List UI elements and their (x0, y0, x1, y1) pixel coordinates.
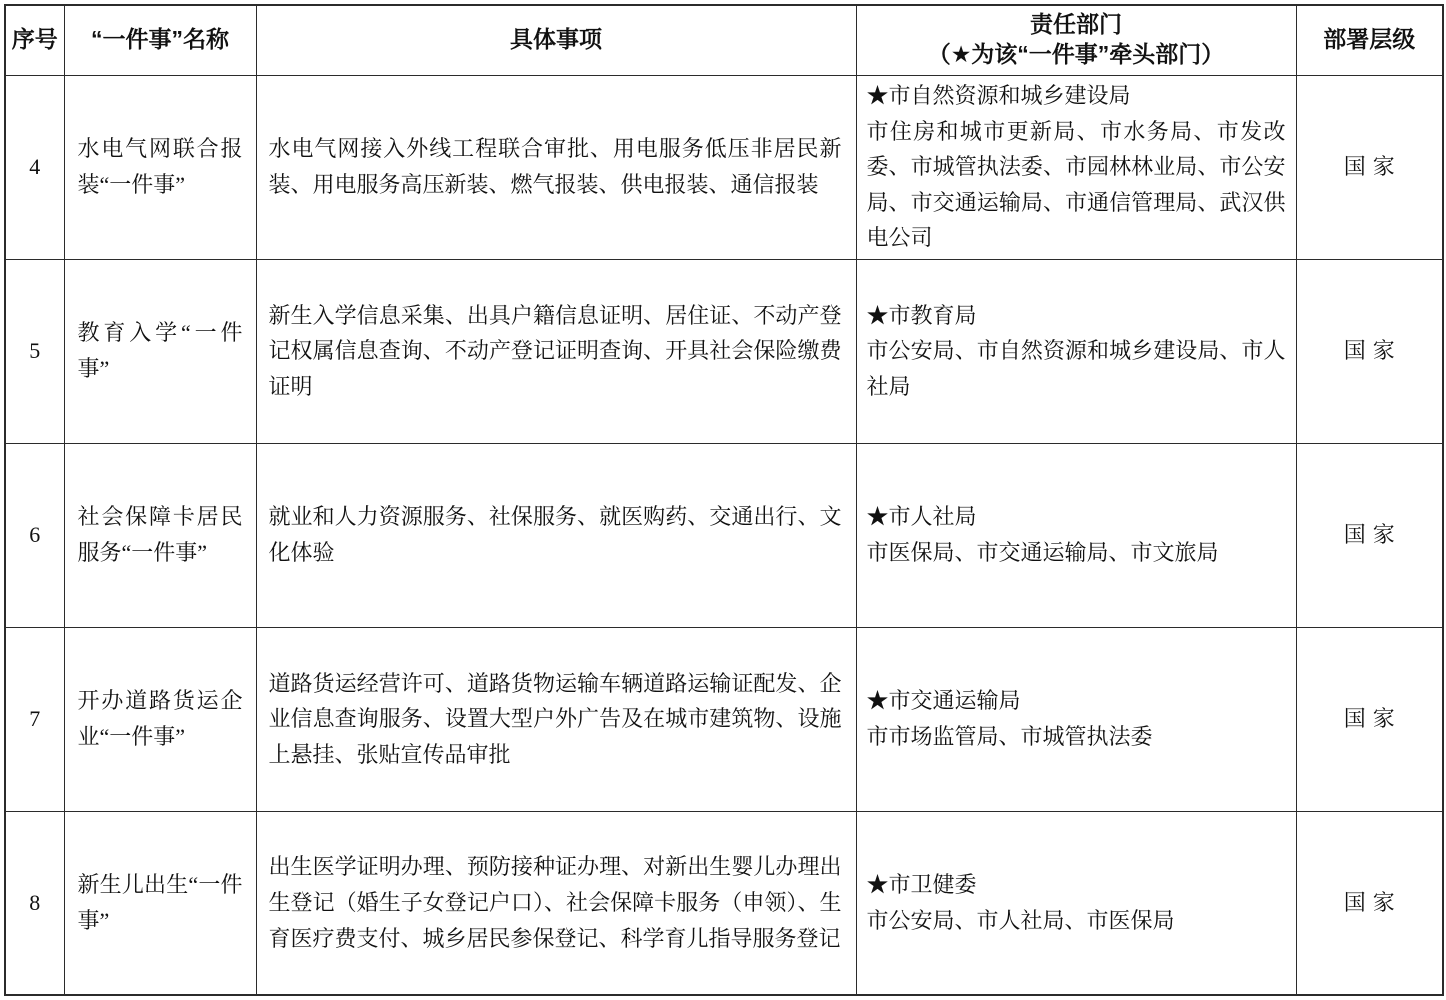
header-department-title: 责任部门 (1030, 11, 1122, 38)
table-row (5, 811, 1443, 995)
department-others: 市公安局、市自然资源和城乡建设局、市人社局 (866, 338, 1286, 399)
cell-index: 7 (5, 627, 64, 811)
department-others: 市公安局、市人社局、市医保局 (866, 907, 1175, 933)
table-body (5, 75, 1443, 995)
header-items: 具体事项 (256, 5, 856, 75)
department-lead: ★市教育局 (866, 302, 977, 328)
department-others: 市医保局、市交通运输局、市文旅局 (866, 540, 1219, 565)
cell-items: 水电气网接入外线工程联合审批、用电服务低压非居民新装、用电服务高压新装、燃气报装、供电报装、通信报装 (256, 75, 856, 259)
header-department-note: （★为该“一件事”牵头部门） (927, 41, 1225, 68)
cell-name: 新生儿出生“一件事” (64, 811, 256, 995)
header-row (5, 5, 1443, 75)
header-department (856, 5, 1296, 75)
cell-level: 国家 (1296, 443, 1443, 627)
table-row (5, 443, 1443, 627)
header-level: 部署层级 (1296, 5, 1443, 75)
cell-level: 国家 (1296, 627, 1443, 811)
one-thing-service-table (4, 4, 1444, 996)
cell-name: 社会保障卡居民服务“一件事” (64, 443, 256, 627)
cell-department (856, 627, 1296, 811)
cell-level: 国家 (1296, 259, 1443, 443)
cell-items: 道路货运经营许可、道路货物运输车辆道路运输证配发、企业信息查询服务、设置大型户外广告及在城市建筑物、设施上悬挂、张贴宣传品审批 (256, 627, 856, 811)
table-header (5, 5, 1443, 75)
department-lead: ★市交通运输局 (866, 688, 1021, 714)
department-lead: ★市自然资源和城乡建设局 (866, 82, 1131, 108)
cell-name: 开办道路货运企业“一件事” (64, 627, 256, 811)
cell-items: 出生医学证明办理、预防接种证办理、对新出生婴儿办理出生登记（婚生子女登记户口）、社会保障卡服务（申领）、生育医疗费支付、城乡居民参保登记、科学育儿指导服务登记 (256, 811, 856, 995)
cell-name: 教育入学“一件事” (64, 259, 256, 443)
cell-index: 8 (5, 811, 64, 995)
cell-department (856, 75, 1296, 259)
department-lead: ★市人社局 (866, 504, 977, 530)
header-name: “一件事”名称 (64, 5, 256, 75)
table-row (5, 75, 1443, 259)
department-others: 市市场监管局、市城管执法委 (866, 724, 1153, 749)
cell-level: 国家 (1296, 811, 1443, 995)
cell-items: 新生入学信息采集、出具户籍信息证明、居住证、不动产登记权属信息查询、不动产登记证明查询、开具社会保险缴费证明 (256, 259, 856, 443)
cell-index: 4 (5, 75, 64, 259)
header-index: 序号 (5, 5, 64, 75)
cell-items: 就业和人力资源服务、社保服务、就医购药、交通出行、文化体验 (256, 443, 856, 627)
department-others: 市住房和城市更新局、市水务局、市发改委、市城管执法委、市园林林业局、市公安局、市交通运输局、市通信管理局、武汉供电公司 (866, 118, 1286, 251)
table-row (5, 259, 1443, 443)
cell-index: 6 (5, 443, 64, 627)
cell-index: 5 (5, 259, 64, 443)
cell-department (856, 811, 1296, 995)
cell-department (856, 443, 1296, 627)
department-lead: ★市卫健委 (866, 872, 977, 898)
cell-name: 水电气网联合报装“一件事” (64, 75, 256, 259)
table-row (5, 627, 1443, 811)
cell-level: 国家 (1296, 75, 1443, 259)
cell-department (856, 259, 1296, 443)
